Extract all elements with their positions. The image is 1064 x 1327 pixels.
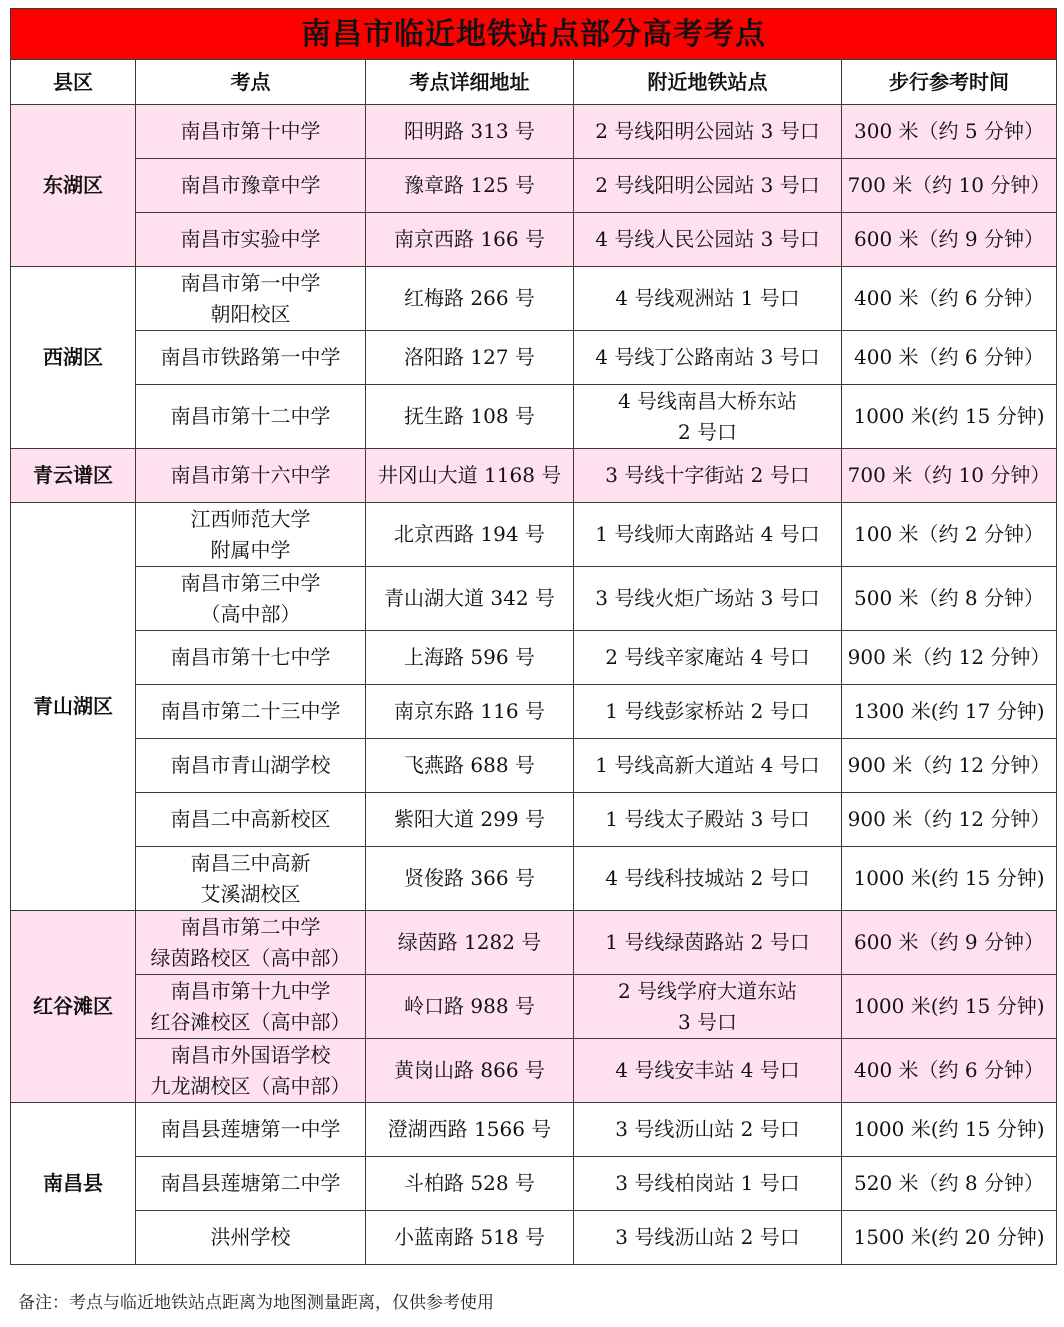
station-cell <box>574 267 842 331</box>
station-cell-line: 4 号线安丰站 4 号口 <box>615 1058 800 1082</box>
district-cell: 西湖区 <box>11 267 136 449</box>
station-cell-line: 2 号线辛家庵站 4 号口 <box>605 645 810 669</box>
school-cell <box>136 1157 366 1211</box>
station-cell <box>574 449 842 503</box>
station-cell <box>574 105 842 159</box>
school-cell-line: 朝阳校区 <box>210 301 291 326</box>
walk-time-cell: 1300 米(约 17 分钟) <box>842 685 1057 739</box>
school-cell-line: 江西师范大学 <box>190 506 311 531</box>
walk-time-cell: 1000 米(约 15 分钟) <box>842 385 1057 449</box>
walk-time-cell: 400 米（约 6 分钟） <box>842 267 1057 331</box>
school-cell <box>136 1103 366 1157</box>
address-cell: 绿茵路 1282 号 <box>366 911 574 975</box>
school-cell <box>136 793 366 847</box>
station-cell-line: 3 号线沥山站 2 号口 <box>615 1225 800 1249</box>
table-row <box>11 975 1057 1039</box>
station-cell-line: 2 号线阳明公园站 3 号口 <box>595 119 820 143</box>
station-cell <box>574 847 842 911</box>
station-cell <box>574 567 842 631</box>
station-cell-line: 3 号线火炬广场站 3 号口 <box>595 586 820 610</box>
station-cell <box>574 385 842 449</box>
walk-time-cell: 1500 米(约 20 分钟) <box>842 1211 1057 1265</box>
school-cell-line: 南昌市实验中学 <box>180 227 321 251</box>
walk-time-cell: 600 米（约 9 分钟） <box>842 213 1057 267</box>
station-cell <box>574 1103 842 1157</box>
school-cell-line: 绿茵路校区（高中部） <box>150 945 351 970</box>
walk-time-cell: 900 米（约 12 分钟） <box>842 631 1057 685</box>
station-cell-line: 4 号线南昌大桥东站 <box>617 388 798 413</box>
school-cell-line: 南昌县莲塘第二中学 <box>160 1171 341 1195</box>
school-cell <box>136 567 366 631</box>
school-cell <box>136 213 366 267</box>
school-cell <box>136 449 366 503</box>
station-cell-line: 3 号线柏岗站 1 号口 <box>615 1171 800 1195</box>
table-row <box>11 685 1057 739</box>
station-cell-line: 2 号口 <box>677 419 738 444</box>
walk-time-cell: 900 米（约 12 分钟） <box>842 793 1057 847</box>
station-cell-line: 4 号线丁公路南站 3 号口 <box>595 345 820 369</box>
school-cell-line: 南昌市第十九中学 <box>170 978 331 1003</box>
school-cell <box>136 331 366 385</box>
table-row <box>11 739 1057 793</box>
school-cell-line: 南昌市豫章中学 <box>180 173 321 197</box>
school-cell-line: 南昌市第十六中学 <box>170 463 331 487</box>
header-address: 考点详细地址 <box>366 60 574 105</box>
school-cell <box>136 105 366 159</box>
table-row <box>11 385 1057 449</box>
station-cell-line: 2 号线学府大道东站 <box>617 978 798 1003</box>
table-row <box>11 503 1057 567</box>
school-cell-line: 红谷滩校区（高中部） <box>150 1009 351 1034</box>
table-row <box>11 793 1057 847</box>
school-cell-line: 南昌县莲塘第一中学 <box>160 1117 341 1141</box>
walk-time-cell: 400 米（约 6 分钟） <box>842 1039 1057 1103</box>
footnote: 备注：考点与临近地铁站点距离为地图测量距离，仅供参考使用 <box>18 1293 494 1313</box>
station-cell-line: 1 号线绿茵路站 2 号口 <box>605 930 810 954</box>
table-row <box>11 331 1057 385</box>
station-cell <box>574 1157 842 1211</box>
school-cell-line: 南昌三中高新 <box>190 850 311 875</box>
header-school: 考点 <box>136 60 366 105</box>
address-cell: 小蓝南路 518 号 <box>366 1211 574 1265</box>
station-cell <box>574 331 842 385</box>
walk-time-cell: 300 米（约 5 分钟） <box>842 105 1057 159</box>
table-row <box>11 847 1057 911</box>
school-cell-line: （高中部） <box>200 601 301 626</box>
school-cell-line: 南昌市第十二中学 <box>170 404 331 428</box>
table-row <box>11 449 1057 503</box>
station-cell <box>574 685 842 739</box>
station-cell <box>574 159 842 213</box>
station-cell-line: 2 号线阳明公园站 3 号口 <box>595 173 820 197</box>
table-row <box>11 631 1057 685</box>
school-cell <box>136 1039 366 1103</box>
school-cell-line: 南昌市铁路第一中学 <box>160 345 341 369</box>
school-cell <box>136 847 366 911</box>
school-cell-line: 南昌二中高新校区 <box>170 807 331 831</box>
station-cell-line: 4 号线人民公园站 3 号口 <box>595 227 820 251</box>
table-row <box>11 911 1057 975</box>
walk-time-cell: 700 米（约 10 分钟） <box>842 449 1057 503</box>
walk-time-cell: 1000 米(约 15 分钟) <box>842 1103 1057 1157</box>
table-row <box>11 213 1057 267</box>
table-row <box>11 1157 1057 1211</box>
school-cell-line: 附属中学 <box>210 537 291 562</box>
school-cell-line: 南昌市第十中学 <box>180 119 321 143</box>
address-cell: 上海路 596 号 <box>366 631 574 685</box>
school-cell <box>136 685 366 739</box>
school-cell <box>136 911 366 975</box>
address-cell: 青山湖大道 342 号 <box>366 567 574 631</box>
station-cell <box>574 631 842 685</box>
table-row <box>11 567 1057 631</box>
header-walk-time: 步行参考时间 <box>842 60 1057 105</box>
school-cell <box>136 1211 366 1265</box>
page-title: 南昌市临近地铁站点部分高考考点 <box>11 9 1057 60</box>
school-cell <box>136 159 366 213</box>
table-row <box>11 1039 1057 1103</box>
address-cell: 井冈山大道 1168 号 <box>366 449 574 503</box>
school-cell <box>136 631 366 685</box>
station-cell-line: 1 号线太子殿站 3 号口 <box>605 807 810 831</box>
address-cell: 紫阳大道 299 号 <box>366 793 574 847</box>
header-station: 附近地铁站点 <box>574 60 842 105</box>
station-cell-line: 3 号口 <box>677 1009 738 1034</box>
station-cell-line: 1 号线师大南路站 4 号口 <box>595 522 820 546</box>
school-cell-line: 九龙湖校区（高中部） <box>150 1073 351 1098</box>
address-cell: 阳明路 313 号 <box>366 105 574 159</box>
school-cell-line: 南昌市青山湖学校 <box>170 753 331 777</box>
school-cell-line: 南昌市第二十三中学 <box>160 699 341 723</box>
walk-time-cell: 520 米（约 8 分钟） <box>842 1157 1057 1211</box>
school-cell <box>136 503 366 567</box>
address-cell: 抚生路 108 号 <box>366 385 574 449</box>
station-cell <box>574 739 842 793</box>
school-cell <box>136 267 366 331</box>
table-row <box>11 267 1057 331</box>
station-cell-line: 4 号线科技城站 2 号口 <box>605 866 810 890</box>
school-cell-line: 艾溪湖校区 <box>200 881 301 906</box>
district-cell: 东湖区 <box>11 105 136 267</box>
address-cell: 飞燕路 688 号 <box>366 739 574 793</box>
station-cell-line: 3 号线十字街站 2 号口 <box>605 463 810 487</box>
address-cell: 红梅路 266 号 <box>366 267 574 331</box>
station-cell <box>574 975 842 1039</box>
station-cell-line: 4 号线观洲站 1 号口 <box>615 286 800 310</box>
district-cell: 南昌县 <box>11 1103 136 1265</box>
school-cell-line: 南昌市第二中学 <box>180 914 321 939</box>
walk-time-cell: 400 米（约 6 分钟） <box>842 331 1057 385</box>
walk-time-cell: 100 米（约 2 分钟） <box>842 503 1057 567</box>
header-district: 县区 <box>11 60 136 105</box>
address-cell: 黄岗山路 866 号 <box>366 1039 574 1103</box>
station-cell <box>574 503 842 567</box>
station-cell <box>574 911 842 975</box>
school-cell-line: 南昌市第一中学 <box>180 270 321 295</box>
station-cell-line: 1 号线高新大道站 4 号口 <box>595 753 820 777</box>
walk-time-cell: 700 米（约 10 分钟） <box>842 159 1057 213</box>
station-cell-line: 3 号线沥山站 2 号口 <box>615 1117 800 1141</box>
address-cell: 洛阳路 127 号 <box>366 331 574 385</box>
address-cell: 豫章路 125 号 <box>366 159 574 213</box>
walk-time-cell: 500 米（约 8 分钟） <box>842 567 1057 631</box>
exam-sites-sheet <box>10 8 1056 1265</box>
station-cell-line: 1 号线彭家桥站 2 号口 <box>605 699 810 723</box>
table-header-row <box>11 60 1057 105</box>
school-cell-line: 洪州学校 <box>210 1225 291 1249</box>
table-row <box>11 105 1057 159</box>
walk-time-cell: 900 米（约 12 分钟） <box>842 739 1057 793</box>
address-cell: 澄湖西路 1566 号 <box>366 1103 574 1157</box>
address-cell: 南京东路 116 号 <box>366 685 574 739</box>
station-cell <box>574 213 842 267</box>
school-cell <box>136 975 366 1039</box>
school-cell-line: 南昌市第三中学 <box>180 570 321 595</box>
walk-time-cell: 1000 米(约 15 分钟) <box>842 847 1057 911</box>
table-row <box>11 1211 1057 1265</box>
address-cell: 斗柏路 528 号 <box>366 1157 574 1211</box>
table-body <box>11 105 1057 1265</box>
station-cell <box>574 1211 842 1265</box>
district-cell: 青山湖区 <box>11 503 136 911</box>
district-cell: 青云谱区 <box>11 449 136 503</box>
school-cell-line: 南昌市外国语学校 <box>170 1042 331 1067</box>
address-cell: 岭口路 988 号 <box>366 975 574 1039</box>
school-cell <box>136 739 366 793</box>
table-row <box>11 159 1057 213</box>
school-cell <box>136 385 366 449</box>
school-cell-line: 南昌市第十七中学 <box>170 645 331 669</box>
station-cell <box>574 793 842 847</box>
district-cell: 红谷滩区 <box>11 911 136 1103</box>
exam-sites-table <box>10 8 1057 1265</box>
walk-time-cell: 1000 米(约 15 分钟) <box>842 975 1057 1039</box>
station-cell <box>574 1039 842 1103</box>
address-cell: 贤俊路 366 号 <box>366 847 574 911</box>
walk-time-cell: 600 米（约 9 分钟） <box>842 911 1057 975</box>
address-cell: 北京西路 194 号 <box>366 503 574 567</box>
table-row <box>11 1103 1057 1157</box>
address-cell: 南京西路 166 号 <box>366 213 574 267</box>
